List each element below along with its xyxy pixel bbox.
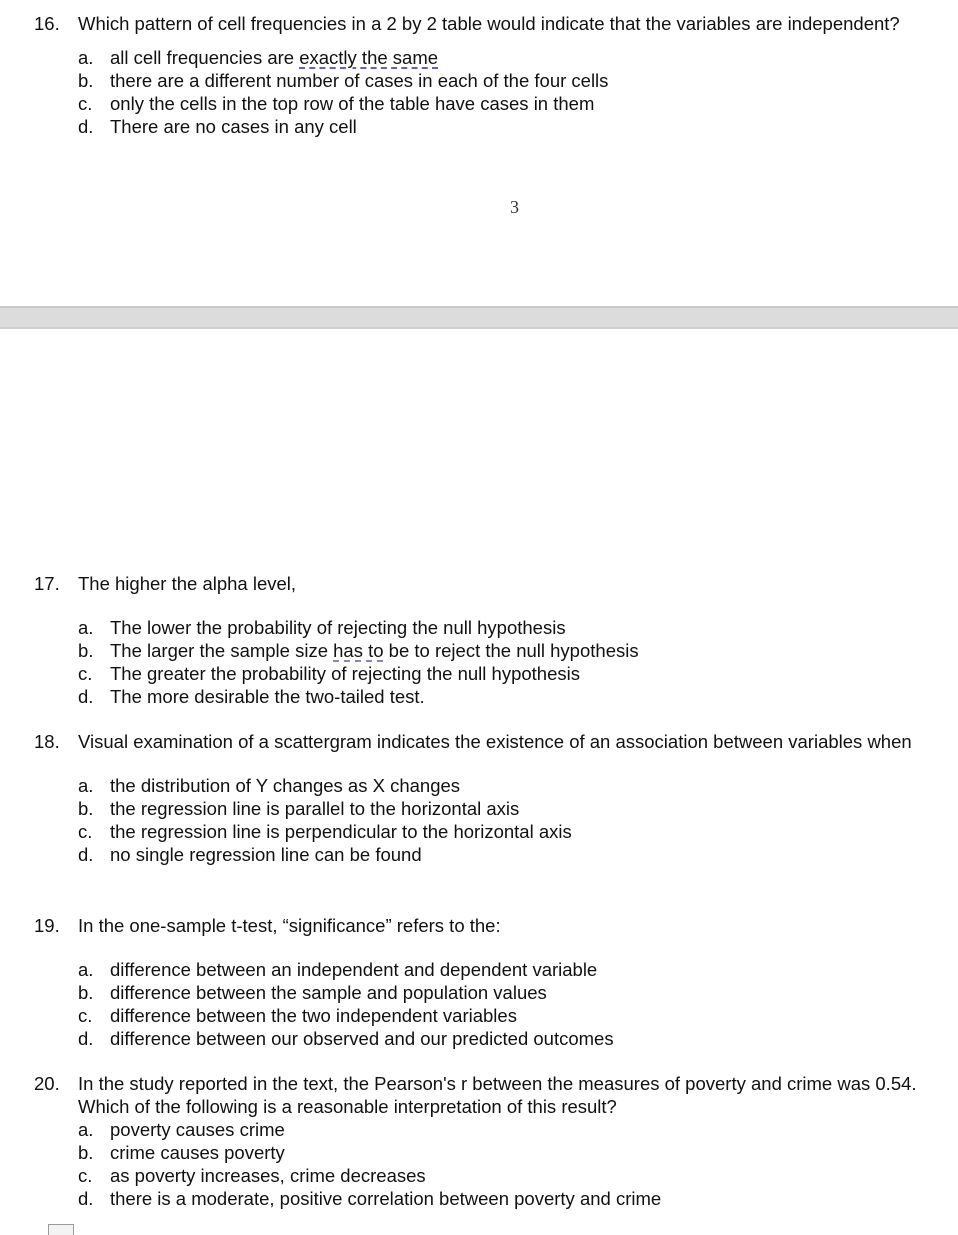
option-letter: d. [78, 686, 94, 707]
option-letter: b. [78, 1142, 94, 1163]
option-list [78, 958, 958, 1050]
question-number: 18. [34, 731, 60, 752]
option-text: difference between an independent and dependent variable [110, 959, 598, 980]
question-text: Visual examination of a scattergram indicates the existence of an association between variables when [78, 731, 912, 752]
option-c[interactable] [78, 92, 958, 115]
question-text: In the one-sample t-test, “significance” refers to the: [78, 915, 501, 936]
option-letter: d. [78, 116, 94, 137]
option-a[interactable] [78, 616, 958, 639]
option-d[interactable] [78, 843, 958, 866]
option-text: there are a different number of cases in each of the four cells [110, 70, 609, 91]
question-number: 16. [34, 13, 60, 34]
option-letter: b. [78, 640, 94, 661]
option-text: The lower the probability of rejecting the null hypothesis [110, 617, 566, 638]
question-20 [0, 1072, 958, 1210]
option-text: as poverty increases, crime decreases [110, 1165, 426, 1186]
question-text: Which pattern of cell frequencies in a 2 by 2 table would indicate that the variables are independent? [78, 13, 900, 34]
option-text: The greater the probability of rejecting the null hypothesis [110, 663, 580, 684]
option-letter: d. [78, 1028, 94, 1049]
option-a[interactable] [78, 774, 958, 797]
table-move-handle-icon[interactable] [48, 1224, 74, 1235]
option-letter: b. [78, 798, 94, 819]
option-letter: c. [78, 1005, 93, 1026]
option-letter: c. [78, 1165, 93, 1186]
option-d[interactable] [78, 1027, 958, 1050]
option-text: there is a moderate, positive correlation between poverty and crime [110, 1188, 662, 1209]
option-b[interactable] [78, 639, 958, 662]
option-list [78, 774, 958, 866]
option-letter: c. [78, 93, 93, 114]
option-c[interactable] [78, 1164, 958, 1187]
option-a[interactable] [78, 958, 958, 981]
question-17 [0, 572, 958, 708]
page-break-separator [0, 306, 958, 329]
option-letter: a. [78, 617, 94, 638]
option-list [78, 1118, 958, 1210]
option-text: difference between the two independent variables [110, 1005, 517, 1026]
option-letter: c. [78, 663, 93, 684]
option-letter: b. [78, 70, 94, 91]
option-letter: a. [78, 1119, 94, 1140]
question-text: In the study reported in the text, the Pearson's r between the measures of poverty and crime was 0.54. Which of the following is a reasonable interpretation of this result? [78, 1073, 917, 1117]
option-letter: c. [78, 821, 93, 842]
question-number: 20. [34, 1073, 60, 1094]
option-letter: d. [78, 844, 94, 865]
option-c[interactable] [78, 820, 958, 843]
option-letter: a. [78, 47, 94, 68]
spelling-mark: exactly the same [299, 47, 439, 68]
question-19 [0, 914, 958, 1050]
option-b[interactable] [78, 1141, 958, 1164]
option-b[interactable] [78, 981, 958, 1004]
option-c[interactable] [78, 662, 958, 685]
option-text: There are no cases in any cell [110, 116, 357, 137]
option-text: the regression line is perpendicular to the horizontal axis [110, 821, 572, 842]
question-number: 19. [34, 915, 60, 936]
option-list [78, 616, 958, 708]
option-letter: a. [78, 775, 94, 796]
option-text: no single regression line can be found [110, 844, 422, 865]
option-text: all cell frequencies are exactly the same [110, 47, 439, 68]
option-text: difference between our observed and our predicted outcomes [110, 1028, 614, 1049]
option-text: the regression line is parallel to the horizontal axis [110, 798, 520, 819]
option-b[interactable] [78, 797, 958, 820]
page-number: 3 [510, 197, 519, 217]
option-letter: d. [78, 1188, 94, 1209]
option-list [78, 46, 958, 138]
question-16 [0, 12, 958, 138]
option-text: difference between the sample and population values [110, 982, 547, 1003]
option-text: the distribution of Y changes as X changes [110, 775, 461, 796]
option-d[interactable] [78, 115, 958, 138]
option-letter: a. [78, 959, 94, 980]
option-d[interactable] [78, 1187, 958, 1210]
option-text: poverty causes crime [110, 1119, 285, 1140]
option-text: crime causes poverty [110, 1142, 285, 1163]
question-18 [0, 730, 958, 866]
option-text: only the cells in the top row of the table have cases in them [110, 93, 595, 114]
option-letter: b. [78, 982, 94, 1003]
option-c[interactable] [78, 1004, 958, 1027]
question-number: 17. [34, 573, 60, 594]
grammar-mark: has to [333, 640, 384, 661]
option-a[interactable] [78, 1118, 958, 1141]
question-text: The higher the alpha level, [78, 573, 297, 594]
option-a[interactable] [78, 46, 958, 69]
option-b[interactable] [78, 69, 958, 92]
option-d[interactable] [78, 685, 958, 708]
option-text: The larger the sample size has to be to reject the null hypothesis [110, 640, 639, 661]
option-text: The more desirable the two-tailed test. [110, 686, 425, 707]
